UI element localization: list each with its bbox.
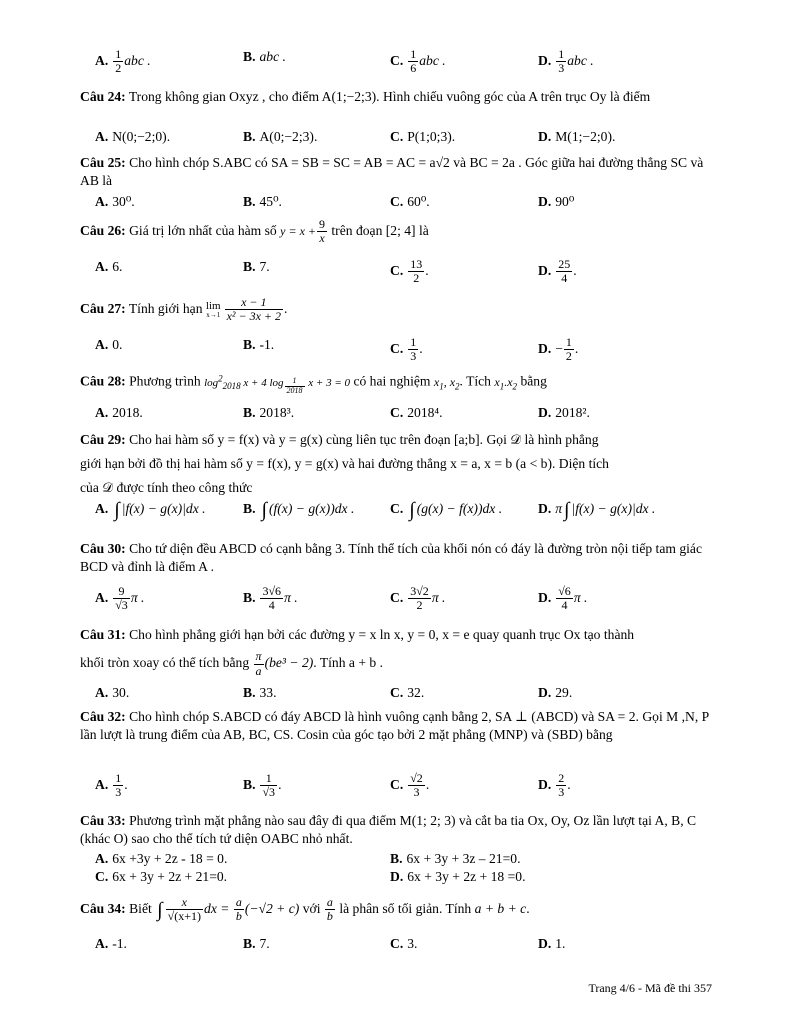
- q31-option-b: B. 33.: [243, 685, 277, 700]
- q25-option-d: D. 90⁰: [538, 194, 575, 209]
- q23-option-d: D. $\frac{1}{3}$ abc .: [538, 47, 594, 76]
- q33-options-row2: [95, 868, 715, 890]
- q31-option-a: A. 30.: [95, 685, 130, 700]
- q29-options: [95, 500, 715, 530]
- q30-option-d: D. $\frac{√6}{4}$ π .: [538, 584, 588, 613]
- q32-option-b: B. $\frac{1}{√3}$ .: [243, 771, 282, 800]
- q30-option-c: C. $\frac{3√2}{2}$ π .: [390, 584, 446, 613]
- question-24: [80, 88, 716, 106]
- q26-option-c: C. $\frac{13}{2}$ .: [390, 257, 429, 286]
- q29-option-c: C. ∫ (g(x) − f(x))dx .: [390, 499, 503, 521]
- q29-option-a: A. ∫ |f(x) − g(x)|dx .: [95, 499, 206, 521]
- question-32: Câu 32: Cho hình chóp S.ABCD có đáy ABCD là hình vuông cạnh bằng 2, SA ⊥ (ABCD) và SA = 2. Gọi M ,N, P lần lượt là trung điểm của AB, BC, CS. Cosin của góc tạo bởi 2 mặt phẳng (MNP) và (SBD) bằng: [80, 709, 709, 743]
- q29-option-d: D. π ∫ |f(x) − g(x)|dx .: [538, 499, 656, 521]
- q27-option-a: A. 0.: [95, 337, 123, 352]
- page-footer: Trang 4/6 - Mã đề thi 357: [588, 981, 712, 995]
- question-text: Trong không gian Oxyz , cho điểm A(1;−2;3). Hình chiếu vuông góc của A trên trục Oy là điểm: [128, 89, 651, 104]
- q24-option-b: B. A(0;−2;3).: [243, 129, 318, 144]
- question-27: Câu 27: Tính giới hạn lim x→1 $\frac{x - 1}{\text{x² − 3x + 2}}$ .: [80, 295, 288, 324]
- q28-options: [95, 404, 715, 426]
- q34-option-b: B. 7.: [243, 936, 270, 951]
- q24-options: [95, 128, 715, 150]
- q25-option-b: B. 45⁰.: [243, 194, 282, 209]
- q34-option-d: D. 1.: [538, 936, 566, 951]
- q27-option-d: D. − $\frac{1}{2}$ .: [538, 335, 579, 364]
- q23-options: [95, 47, 715, 76]
- q31-options: [95, 684, 715, 706]
- q32-options: [95, 772, 715, 802]
- q25-option-c: C. 60⁰.: [390, 194, 430, 209]
- question-28: Câu 28: Phương trình $\log^2_{2018} x + 4$ log $_{\frac{1}{2018}}$ x + 3 = 0 có hai nghiệm $x_1$, $x_2$. Tích $x_1.x_2$ bằng: [80, 373, 547, 396]
- q25-options: [95, 193, 715, 215]
- q28-option-b: B. 2018³.: [243, 405, 295, 420]
- question-33: Câu 33: Phương trình mặt phẳng nào sau đây đi qua điểm M(1; 2; 3) và cắt ba tia Ox, Oy, Oz lần lượt tại A, B, C (khác O) sao cho thể tích tứ diện OABC nhỏ nhất.: [80, 813, 697, 847]
- q24-option-d: D. M(1;−2;0).: [538, 129, 616, 144]
- q31-option-c: C. 32.: [390, 685, 425, 700]
- q33-option-d: D. 6x + 3y + 2z + 18 =0.: [390, 869, 526, 884]
- q33-option-a: A. 6x +3y + 2z - 18 = 0.: [95, 851, 228, 866]
- q30-option-a: A. $\frac{9}{√3}$ π .: [95, 584, 145, 613]
- q28-option-d: D. 2018².: [538, 405, 590, 420]
- q34-options: [95, 935, 715, 957]
- q23-option-c: C. $\frac{1}{6}$ abc .: [390, 47, 446, 76]
- q23-option-a: A. $\frac{1}{2}$ abc .: [95, 47, 151, 76]
- q34-option-a: A. -1.: [95, 936, 127, 951]
- q32-option-d: D. $\frac{2}{3}$ .: [538, 771, 571, 800]
- q24-option-c: C. P(1;0;3).: [390, 129, 456, 144]
- q27-option-b: B. -1.: [243, 337, 275, 352]
- q30-options: [95, 585, 715, 615]
- q26-option-b: B. 7.: [243, 259, 270, 274]
- q32-option-a: A. $\frac{1}{3}$ .: [95, 771, 128, 800]
- q28-option-c: C. 2018⁴.: [390, 405, 443, 420]
- question-label: Câu 24:: [80, 89, 126, 104]
- q33-option-c: C. 6x + 3y + 2z + 21=0.: [95, 869, 228, 884]
- q30-option-b: B. $\frac{3√6}{4}$ π .: [243, 584, 298, 613]
- q28-option-a: A. 2018.: [95, 405, 143, 420]
- question-29: Câu 29: Cho hai hàm số y = f(x) và y = g(x) cùng liên tục trên đoạn [a;b]. Gọi 𝒟 là hình phẳng giới hạn bởi đồ thị hai hàm số y = f(x), y = g(x) và hai đường thẳng x = a, x = b (a < b). Diện tích của 𝒟 được tính theo công thức: [80, 432, 609, 495]
- question-25: Câu 25: Cho hình chóp S.ABC có SA = SB = SC = AB = AC = a√2 và BC = 2a . Góc giữa hai đường thẳng SC và AB là: [80, 155, 704, 189]
- question-34: Câu 34: Biết ∫ $\frac{x}{√(x+1)}$ dx = $\frac{a}{b}$ (−√2 + c) với $\frac{a}{b}$ là phân số tối giản. Tính a + b + c.: [80, 895, 530, 924]
- q26-option-d: D. $\frac{25}{4}$ .: [538, 257, 577, 286]
- question-30: Câu 30: Cho tứ diện đều ABCD có cạnh bằng 3. Tính thể tích của khối nón có đáy là đường tròn nội tiếp tam giác BCD và đỉnh là điểm A .: [80, 541, 702, 575]
- q27-options: [95, 335, 715, 364]
- question-31: Câu 31: Cho hình phẳng giới hạn bởi các đường y = x ln x, y = 0, x = e quay quanh trục Ox tạo thành khối tròn xoay có thể tích bằng $\frac{\pi}{a}$ (be³ − 2). Tính a + b .: [80, 627, 635, 678]
- q34-option-c: C. 3.: [390, 936, 418, 951]
- question-26: Câu 26: Giá trị lớn nhất của hàm số y = x + $\frac{9}{x}$ trên đoạn [2; 4] là: [80, 217, 429, 246]
- q29-option-b: B. ∫ (f(x) − g(x))dx .: [243, 499, 355, 521]
- q26-options: [95, 257, 715, 286]
- q25-option-a: A. 30⁰.: [95, 194, 135, 209]
- q24-option-a: A. N(0;−2;0).: [95, 129, 171, 144]
- q33-option-b: B. 6x + 3y + 3z – 21=0.: [390, 851, 521, 866]
- q31-option-d: D. 29.: [538, 685, 573, 700]
- q27-option-c: C. $\frac{1}{3}$ .: [390, 335, 423, 364]
- q32-option-c: C. $\frac{√2}{3}$ .: [390, 771, 430, 800]
- q26-option-a: A. 6.: [95, 259, 123, 274]
- q23-option-b: B. abc .: [243, 49, 286, 64]
